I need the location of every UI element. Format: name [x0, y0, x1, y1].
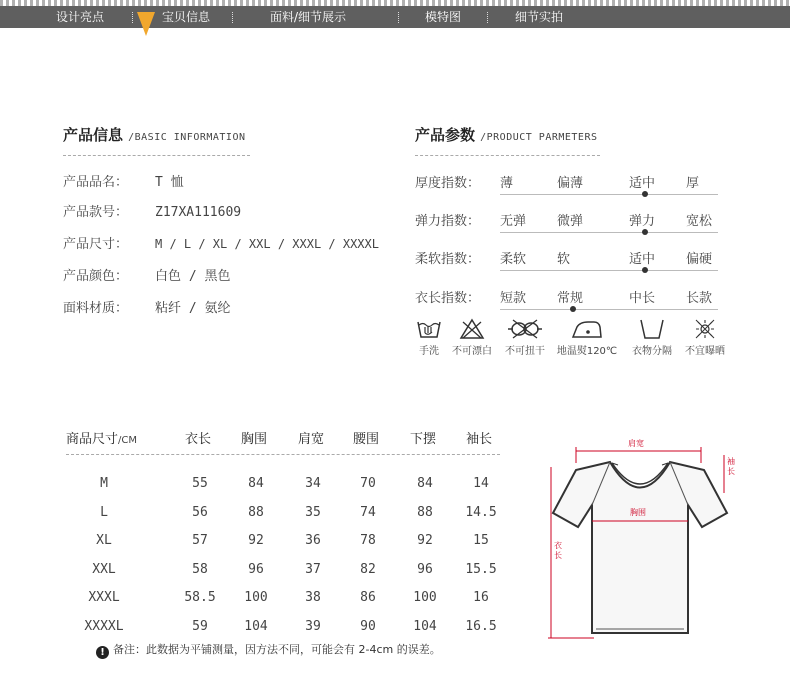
param-option: 中长	[629, 291, 656, 306]
size-column-header: 肩宽	[298, 432, 325, 447]
param-option: 适中	[629, 252, 656, 267]
param-option: 偏薄	[557, 176, 584, 191]
size-cell: 15.5	[465, 561, 497, 577]
nav-bar	[0, 6, 790, 28]
size-cell: 14	[473, 476, 489, 491]
size-cell: 96	[417, 561, 433, 577]
nav-separator	[232, 12, 233, 23]
nav-separator	[132, 12, 133, 23]
size-cell: 57	[192, 533, 208, 548]
size-cell: 55	[192, 476, 208, 491]
size-cell: 74	[360, 504, 376, 520]
nav-item-model[interactable]: 模特图	[425, 10, 462, 24]
care-separate-wash: 衣物分隔	[626, 318, 678, 357]
size-label: XXXXL	[84, 618, 124, 634]
size-cell: 104	[244, 618, 268, 634]
nav-active-arrow	[137, 12, 155, 36]
size-cell: 78	[360, 533, 376, 548]
care-low-iron: 地温熨120℃	[554, 318, 620, 357]
info-row-colors: 产品颜色： 白色 / 黑色	[63, 269, 231, 284]
param-selected-dot	[642, 229, 648, 235]
sleeve-label: 袖长	[727, 457, 735, 476]
nav-separator	[398, 12, 399, 23]
size-label: M	[100, 476, 108, 491]
no-bleach-icon	[459, 318, 485, 340]
no-sun-icon	[693, 318, 717, 340]
nav-item-product-info[interactable]: 宝贝信息	[162, 10, 211, 24]
size-cell: 39	[305, 618, 321, 634]
size-cell: 37	[305, 561, 321, 577]
info-row-style-number: 产品款号： Z17XA111609	[63, 205, 242, 220]
param-scale-line	[500, 270, 718, 271]
care-no-sun: 不宜曝晒	[680, 318, 730, 357]
care-no-wring: 不可扭干	[500, 318, 550, 357]
param-label: 厚度指数：	[415, 176, 481, 191]
param-option: 弹力	[629, 214, 656, 229]
size-cell: 84	[417, 476, 433, 491]
chest-label: 胸围	[630, 508, 646, 517]
size-column-header: 腰围	[353, 432, 380, 447]
size-cell: 16	[473, 590, 489, 605]
shoulder-label: 肩宽	[628, 439, 644, 448]
size-cell: 100	[413, 590, 437, 605]
divider	[66, 454, 500, 455]
size-note: ! 备注：此数据为平铺测量，因方法不同，可能会有 2-4cm 的误差。	[96, 641, 441, 659]
param-label: 衣长指数：	[415, 291, 481, 306]
size-cell: 58	[192, 561, 208, 577]
size-cell: 90	[360, 618, 376, 634]
size-cell: 38	[305, 590, 321, 605]
size-cell: 96	[248, 561, 264, 577]
param-option: 常规	[557, 291, 584, 306]
param-option: 短款	[500, 291, 527, 306]
size-cell: 82	[360, 561, 376, 577]
size-table-title: 商品尺寸/CM	[66, 432, 137, 447]
size-cell: 15	[473, 533, 489, 548]
size-cell: 92	[417, 533, 433, 548]
nav-item-fabric-detail[interactable]: 面料/细节展示	[270, 10, 347, 24]
size-cell: 35	[305, 504, 321, 520]
info-row-name: 产品品名： T 恤	[63, 175, 184, 190]
size-cell: 86	[360, 590, 376, 605]
param-label: 弹力指数：	[415, 214, 481, 229]
size-cell: 58.5	[184, 590, 216, 605]
param-option: 厚	[686, 176, 700, 191]
separate-wash-icon	[637, 318, 667, 340]
size-label: XXL	[92, 561, 116, 577]
param-option: 柔软	[500, 252, 527, 267]
param-option: 宽松	[686, 214, 713, 229]
size-column-header: 下摆	[410, 432, 437, 447]
size-label: XL	[96, 533, 112, 548]
nav-item-detail-photos[interactable]: 细节实拍	[515, 10, 564, 24]
size-cell: 88	[417, 504, 433, 520]
size-cell: 16.5	[465, 618, 497, 634]
divider	[415, 155, 600, 156]
param-scale-line	[500, 194, 718, 195]
size-label: XXXL	[88, 590, 120, 605]
care-no-bleach: 不可漂白	[447, 318, 497, 357]
size-cell: 104	[413, 618, 437, 634]
param-option: 偏硬	[686, 252, 713, 267]
divider	[63, 155, 250, 156]
hand-wash-icon	[416, 318, 442, 340]
product-info-title: 产品信息 /BASIC INFORMATION	[63, 126, 246, 144]
param-option: 薄	[500, 176, 514, 191]
param-option: 长款	[686, 291, 713, 306]
size-cell: 56	[192, 504, 208, 520]
size-cell: 100	[244, 590, 268, 605]
size-column-header: 衣长	[185, 432, 212, 447]
size-cell: 59	[192, 618, 208, 634]
param-option: 适中	[629, 176, 656, 191]
size-column-header: 胸围	[241, 432, 268, 447]
tshirt-diagram	[546, 435, 746, 640]
param-scale-line	[500, 309, 718, 310]
param-option: 无弹	[500, 214, 527, 229]
param-selected-dot	[642, 191, 648, 197]
no-wring-icon	[505, 318, 545, 340]
size-cell: 34	[305, 476, 321, 491]
param-option: 微弹	[557, 214, 584, 229]
info-icon: !	[96, 646, 109, 659]
product-params-title: 产品参数 /PRODUCT PARMETERS	[415, 126, 598, 144]
size-cell: 70	[360, 476, 376, 491]
size-cell: 36	[305, 533, 321, 548]
length-label: 衣长	[554, 541, 562, 560]
tshirt-shape-icon	[546, 435, 746, 640]
info-row-material: 面料材质： 粘纤 / 氨纶	[63, 301, 231, 316]
param-scale-line	[500, 232, 718, 233]
nav-separator	[487, 12, 488, 23]
care-hand-wash: 手洗	[414, 318, 444, 357]
nav-item-highlights[interactable]: 设计亮点	[56, 10, 105, 24]
size-label: L	[100, 504, 108, 520]
size-cell: 84	[248, 476, 264, 491]
low-iron-icon	[570, 318, 604, 340]
size-cell: 14.5	[465, 504, 497, 520]
size-cell: 92	[248, 533, 264, 548]
info-row-sizes: 产品尺寸： M / L / XL / XXL / XXXL / XXXXL	[63, 237, 379, 252]
param-selected-dot	[642, 267, 648, 273]
size-cell: 88	[248, 504, 264, 520]
size-column-header: 袖长	[466, 432, 493, 447]
param-option: 软	[557, 252, 571, 267]
param-label: 柔软指数：	[415, 252, 481, 267]
param-selected-dot	[570, 306, 576, 312]
